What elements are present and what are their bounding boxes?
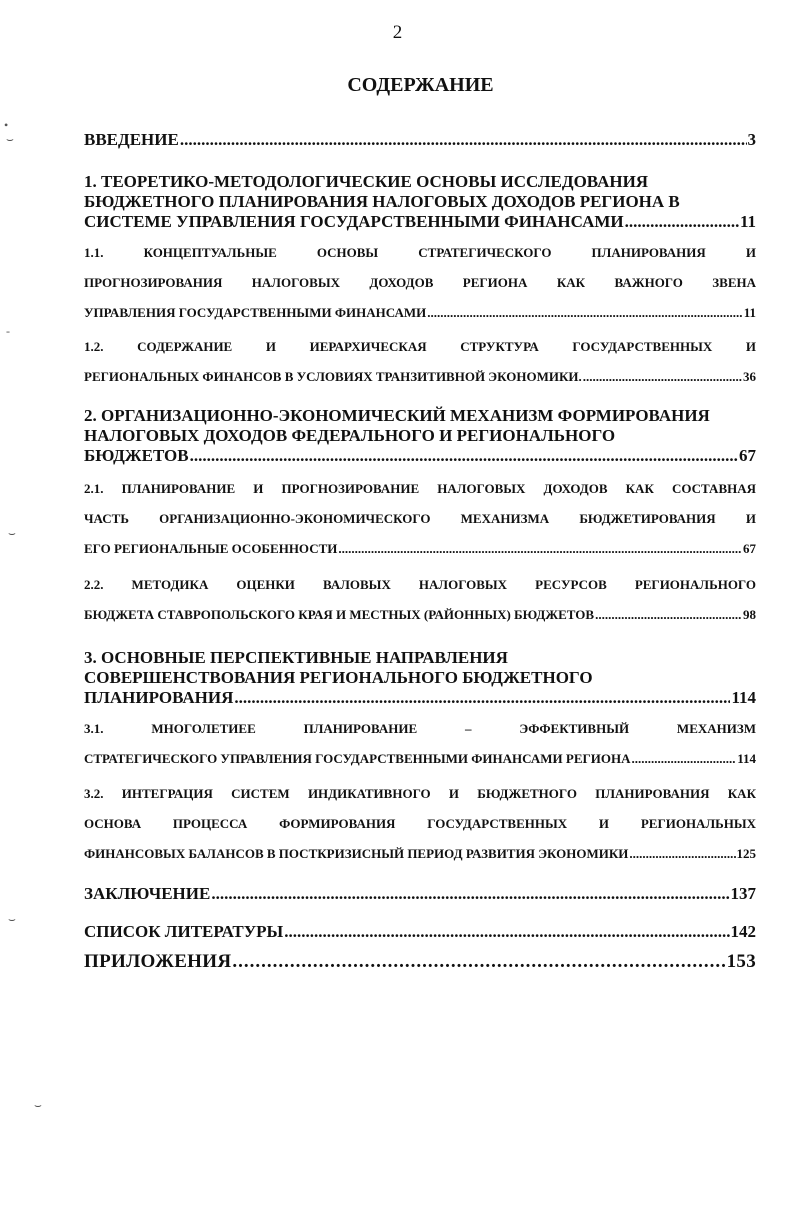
scan-mark: - <box>6 324 10 338</box>
toc-entry-appendix[interactable] <box>84 952 756 972</box>
entry-text-line: РЕГИОНАЛЬНЫХ ФИНАНСОВ В УСЛОВИЯХ ТРАНЗИТИВНОЙ ЭКОНОМИКИ. <box>84 369 582 384</box>
entry-text-line: 2. ОРГАНИЗАЦИОННО-ЭКОНОМИЧЕСКИЙ МЕХАНИЗМ ФОРМИРОВАНИЯ <box>84 406 710 425</box>
entry-text: ПРИЛОЖЕНИЯ <box>84 951 232 972</box>
entry-text-line: 3. ОСНОВНЫЕ ПЕРСПЕКТИВНЫЕ НАПРАВЛЕНИЯ <box>84 648 508 667</box>
dot-leader <box>625 212 739 232</box>
toc-entry-section-1-2[interactable] <box>84 332 756 392</box>
dot-leader <box>234 688 730 708</box>
dot-leader <box>583 362 742 392</box>
dot-leader <box>190 446 738 466</box>
dot-leader <box>232 952 725 972</box>
dot-leader <box>629 839 735 869</box>
entry-page: 98 <box>743 607 756 622</box>
entry-page: 11 <box>739 212 756 231</box>
dot-leader <box>211 884 729 904</box>
entry-page: 11 <box>743 305 756 320</box>
toc-entry-section-3-1[interactable] <box>84 714 756 774</box>
entry-page: 142 <box>730 922 756 941</box>
toc-entry-chapter-2[interactable] <box>84 406 756 466</box>
entry-text-line: 1. ТЕОРЕТИКО-МЕТОДОЛОГИЧЕСКИЕ ОСНОВЫ ИССЛЕДОВАНИЯ <box>84 172 649 191</box>
entry-text-line: ЧАСТЬ ОРГАНИЗАЦИОННО-ЭКОНОМИЧЕСКОГО МЕХАНИЗМА БЮДЖЕТИРОВАНИЯ И <box>84 511 756 526</box>
toc-entry-section-2-2[interactable] <box>84 570 756 630</box>
scan-mark: ⌣ <box>8 526 16 540</box>
entry-page: 125 <box>736 846 756 861</box>
entry-text-line: ПЛАНИРОВАНИЯ <box>84 688 234 707</box>
entry-text-line: БЮДЖЕТА СТАВРОПОЛЬСКОГО КРАЯ И МЕСТНЫХ (РАЙОННЫХ) БЮДЖЕТОВ <box>84 607 595 622</box>
entry-text-line: УПРАВЛЕНИЯ ГОСУДАРСТВЕННЫМИ ФИНАНСАМИ <box>84 305 427 320</box>
toc-entry-introduction[interactable] <box>84 130 756 150</box>
toc-entry-section-3-2[interactable] <box>84 779 756 869</box>
dot-leader <box>338 534 742 564</box>
toc-entry-chapter-1[interactable] <box>84 172 756 232</box>
scan-mark: ⌣ <box>34 1098 42 1112</box>
entry-page: 67 <box>739 446 756 465</box>
entry-text-line: ФИНАНСОВЫХ БАЛАНСОВ В ПОСТКРИЗИСНЫЙ ПЕРИОД РАЗВИТИЯ ЭКОНОМИКИ <box>84 846 629 861</box>
entry-text: ЗАКЛЮЧЕНИЕ <box>84 884 211 903</box>
entry-text: СПИСОК ЛИТЕРАТУРЫ <box>84 922 284 941</box>
scan-mark: • <box>4 118 9 132</box>
entry-text-line: СТРАТЕГИЧЕСКОГО УПРАВЛЕНИЯ ГОСУДАРСТВЕННЫМИ ФИНАНСАМИ РЕГИОНА <box>84 751 631 766</box>
dot-leader <box>427 298 742 328</box>
dot-leader <box>595 600 742 630</box>
entry-page: 36 <box>743 369 756 384</box>
entry-text-line: БЮДЖЕТОВ <box>84 446 189 465</box>
entry-page: 114 <box>731 688 756 707</box>
scan-mark: ⌣ <box>6 132 14 146</box>
entry-text: ВВЕДЕНИЕ <box>84 130 179 149</box>
toc-entry-section-1-1[interactable] <box>84 238 756 328</box>
toc-entry-section-2-1[interactable] <box>84 474 756 564</box>
entry-page: 137 <box>730 884 756 903</box>
toc-entry-conclusion[interactable] <box>84 884 756 904</box>
entry-text-line: 1.1. КОНЦЕПТУАЛЬНЫЕ ОСНОВЫ СТРАТЕГИЧЕСКОГО ПЛАНИРОВАНИЯ И <box>84 245 756 260</box>
entry-text-line: 1.2. СОДЕРЖАНИЕ И ИЕРАРХИЧЕСКАЯ СТРУКТУРА ГОСУДАРСТВЕННЫХ И <box>84 339 756 354</box>
entry-text-line: ОСНОВА ПРОЦЕССА ФОРМИРОВАНИЯ ГОСУДАРСТВЕННЫХ И РЕГИОНАЛЬНЫХ <box>84 816 756 831</box>
entry-text-line: 2.1. ПЛАНИРОВАНИЕ И ПРОГНОЗИРОВАНИЕ НАЛОГОВЫХ ДОХОДОВ КАК СОСТАВНАЯ <box>84 481 756 496</box>
dot-leader <box>632 744 737 774</box>
entry-text-line: ПРОГНОЗИРОВАНИЯ НАЛОГОВЫХ ДОХОДОВ РЕГИОНА КАК ВАЖНОГО ЗВЕНА <box>84 275 756 290</box>
entry-text-line: СОВЕРШЕНСТВОВАНИЯ РЕГИОНАЛЬНОГО БЮДЖЕТНОГО <box>84 668 593 687</box>
entry-page: 67 <box>743 541 756 556</box>
entry-text-line: НАЛОГОВЫХ ДОХОДОВ ФЕДЕРАЛЬНОГО И РЕГИОНАЛЬНОГО <box>84 426 616 445</box>
entry-page: 3 <box>747 130 756 149</box>
entry-text-line: 3.2. ИНТЕГРАЦИЯ СИСТЕМ ИНДИКАТИВНОГО И БЮДЖЕТНОГО ПЛАНИРОВАНИЯ КАК <box>84 786 756 801</box>
toc-entry-chapter-3[interactable] <box>84 648 756 708</box>
toc-entry-literature[interactable] <box>84 922 756 942</box>
entry-text-line: СИСТЕМЕ УПРАВЛЕНИЯ ГОСУДАРСТВЕННЫМИ ФИНАНСАМИ <box>84 212 624 231</box>
page-number: 2 <box>392 22 403 43</box>
entry-text-line: 2.2. МЕТОДИКА ОЦЕНКИ ВАЛОВЫХ НАЛОГОВЫХ РЕСУРСОВ РЕГИОНАЛЬНОГО <box>84 577 756 592</box>
entry-page: 114 <box>737 751 756 766</box>
dot-leader <box>180 130 747 150</box>
scan-mark: ⌣ <box>8 912 16 926</box>
dot-leader <box>284 922 729 942</box>
entry-text-line: 3.1. МНОГОЛЕТИЕЕ ПЛАНИРОВАНИЕ – ЭФФЕКТИВНЫЙ МЕХАНИЗМ <box>84 721 756 736</box>
entry-text-line: БЮДЖЕТНОГО ПЛАНИРОВАНИЯ НАЛОГОВЫХ ДОХОДОВ РЕГИОНА В <box>84 192 680 211</box>
entry-text-line: ЕГО РЕГИОНАЛЬНЫЕ ОСОБЕННОСТИ <box>84 541 338 556</box>
page-title: СОДЕРЖАНИЕ <box>347 74 494 96</box>
entry-page: 153 <box>726 951 756 972</box>
